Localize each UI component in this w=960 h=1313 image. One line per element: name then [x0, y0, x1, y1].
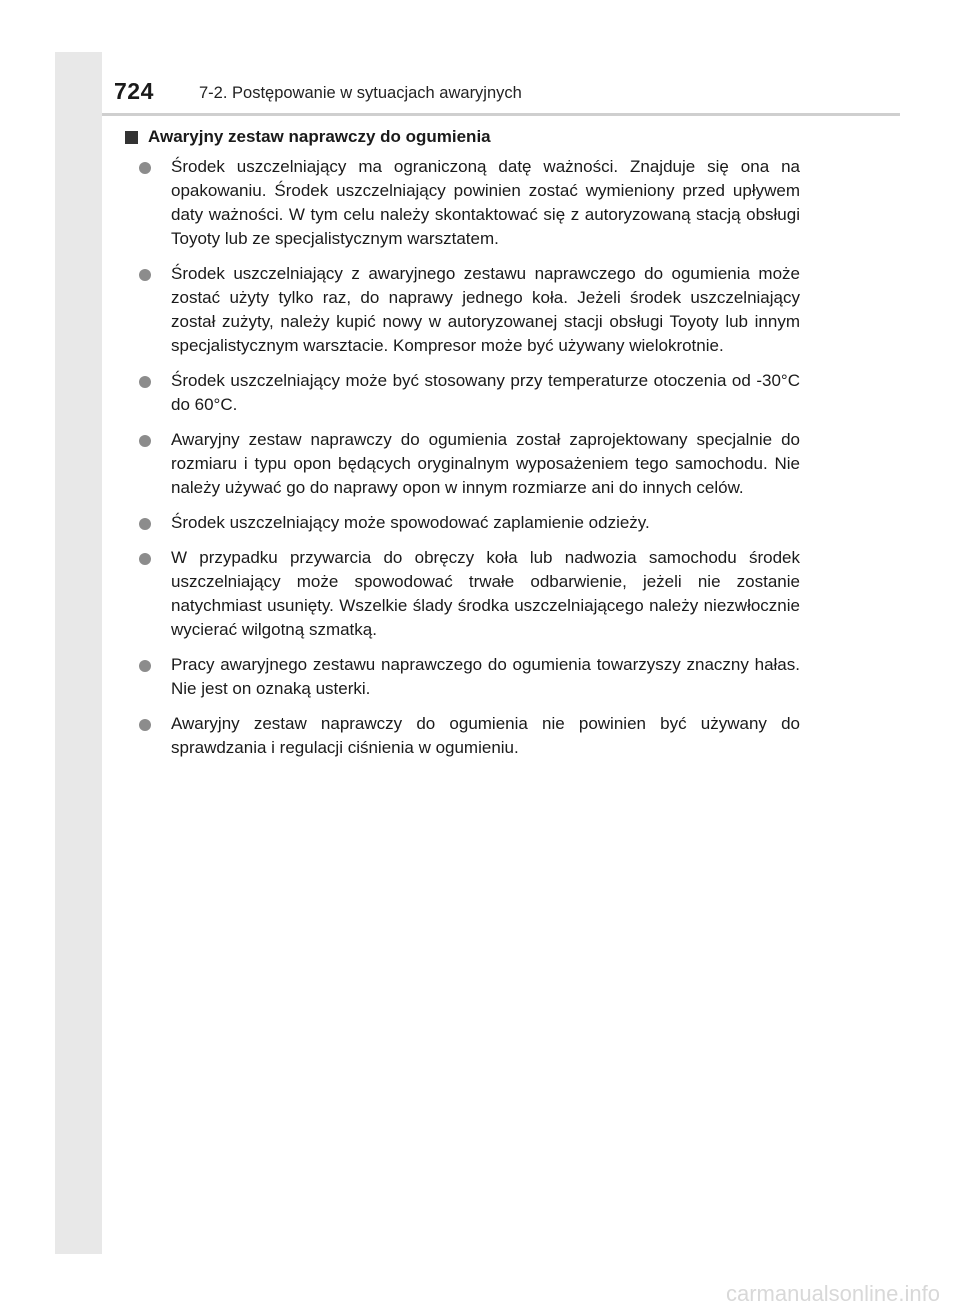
page-number: 724	[114, 78, 154, 104]
round-bullet-icon	[139, 518, 151, 530]
chapter-title: 7-2. Postępowanie w sytuacjach awaryjnych	[199, 84, 522, 102]
list-item	[133, 262, 800, 358]
bullet-text: Środek uszczelniający może być stosowany przy temperaturze otoczenia od -30°C do 60°C.	[171, 371, 800, 414]
section-heading-text: Awaryjny zestaw naprawczy do ogumienia	[148, 127, 491, 146]
watermark: carmanualsonline.info	[725, 1281, 940, 1306]
round-bullet-icon	[139, 269, 151, 281]
round-bullet-icon	[139, 660, 151, 672]
bullet-text: Środek uszczelniający może spowodować zaplamienie odzieży.	[171, 513, 650, 532]
bullet-text: Pracy awaryjnego zestawu naprawczego do ogumienia towarzyszy znaczny hałas. Nie jest on oznaką usterki.	[171, 655, 800, 698]
round-bullet-icon	[139, 553, 151, 565]
header-divider	[102, 113, 900, 116]
list-item	[133, 546, 800, 642]
list-item	[133, 155, 800, 251]
bullet-text: Środek uszczelniający z awaryjnego zestawu naprawczego do ogumienia może zostać użyty tylko raz, do naprawy jednego koła. Jeżeli środek uszczelniający został zużyty, należy kupić nowy w autoryzowanej stacji obsługi Toyoty lub innym specjalistycznym warsztacie. Kompresor może być używany wielokrotnie.	[171, 264, 800, 355]
list-item	[133, 428, 800, 500]
round-bullet-icon	[139, 376, 151, 388]
round-bullet-icon	[139, 719, 151, 731]
round-bullet-icon	[139, 162, 151, 174]
bullet-text: W przypadku przywarcia do obręczy koła lub nadwozia samochodu środek uszczelniający może spowodować trwałe odbarwienie, jeżeli nie zostanie natychmiast usunięty. Wszelkie ślady środka uszczelniającego należy niezwłocznie wycierać wilgotną szmatką.	[171, 548, 800, 639]
square-bullet-icon	[125, 131, 138, 144]
list-item	[133, 369, 800, 417]
list-item	[133, 712, 800, 760]
side-tab-band	[55, 52, 102, 1254]
list-item	[133, 511, 800, 535]
bullet-list	[133, 155, 800, 771]
bullet-text: Awaryjny zestaw naprawczy do ogumienia został zaprojektowany specjalnie do rozmiaru i typu opon będących oryginalnym wyposażeniem tego samochodu. Nie należy używać go do naprawy opon w innym rozmiarze ani do innych celów.	[171, 430, 800, 497]
page-header	[0, 76, 960, 116]
bullet-text: Środek uszczelniający ma ograniczoną datę ważności. Znajduje się ona na opakowaniu. Środek uszczelniający powinien zostać wymieniony przed upływem daty ważności. W tym celu należy skontaktować się z autoryzowaną stacją obsługi Toyoty lub ze specjalistycznym warsztatem.	[171, 157, 800, 248]
round-bullet-icon	[139, 435, 151, 447]
section-heading	[125, 127, 491, 147]
bullet-text: Awaryjny zestaw naprawczy do ogumienia nie powinien być używany do sprawdzania i regulacji ciśnienia w ogumieniu.	[171, 714, 800, 757]
list-item	[133, 653, 800, 701]
